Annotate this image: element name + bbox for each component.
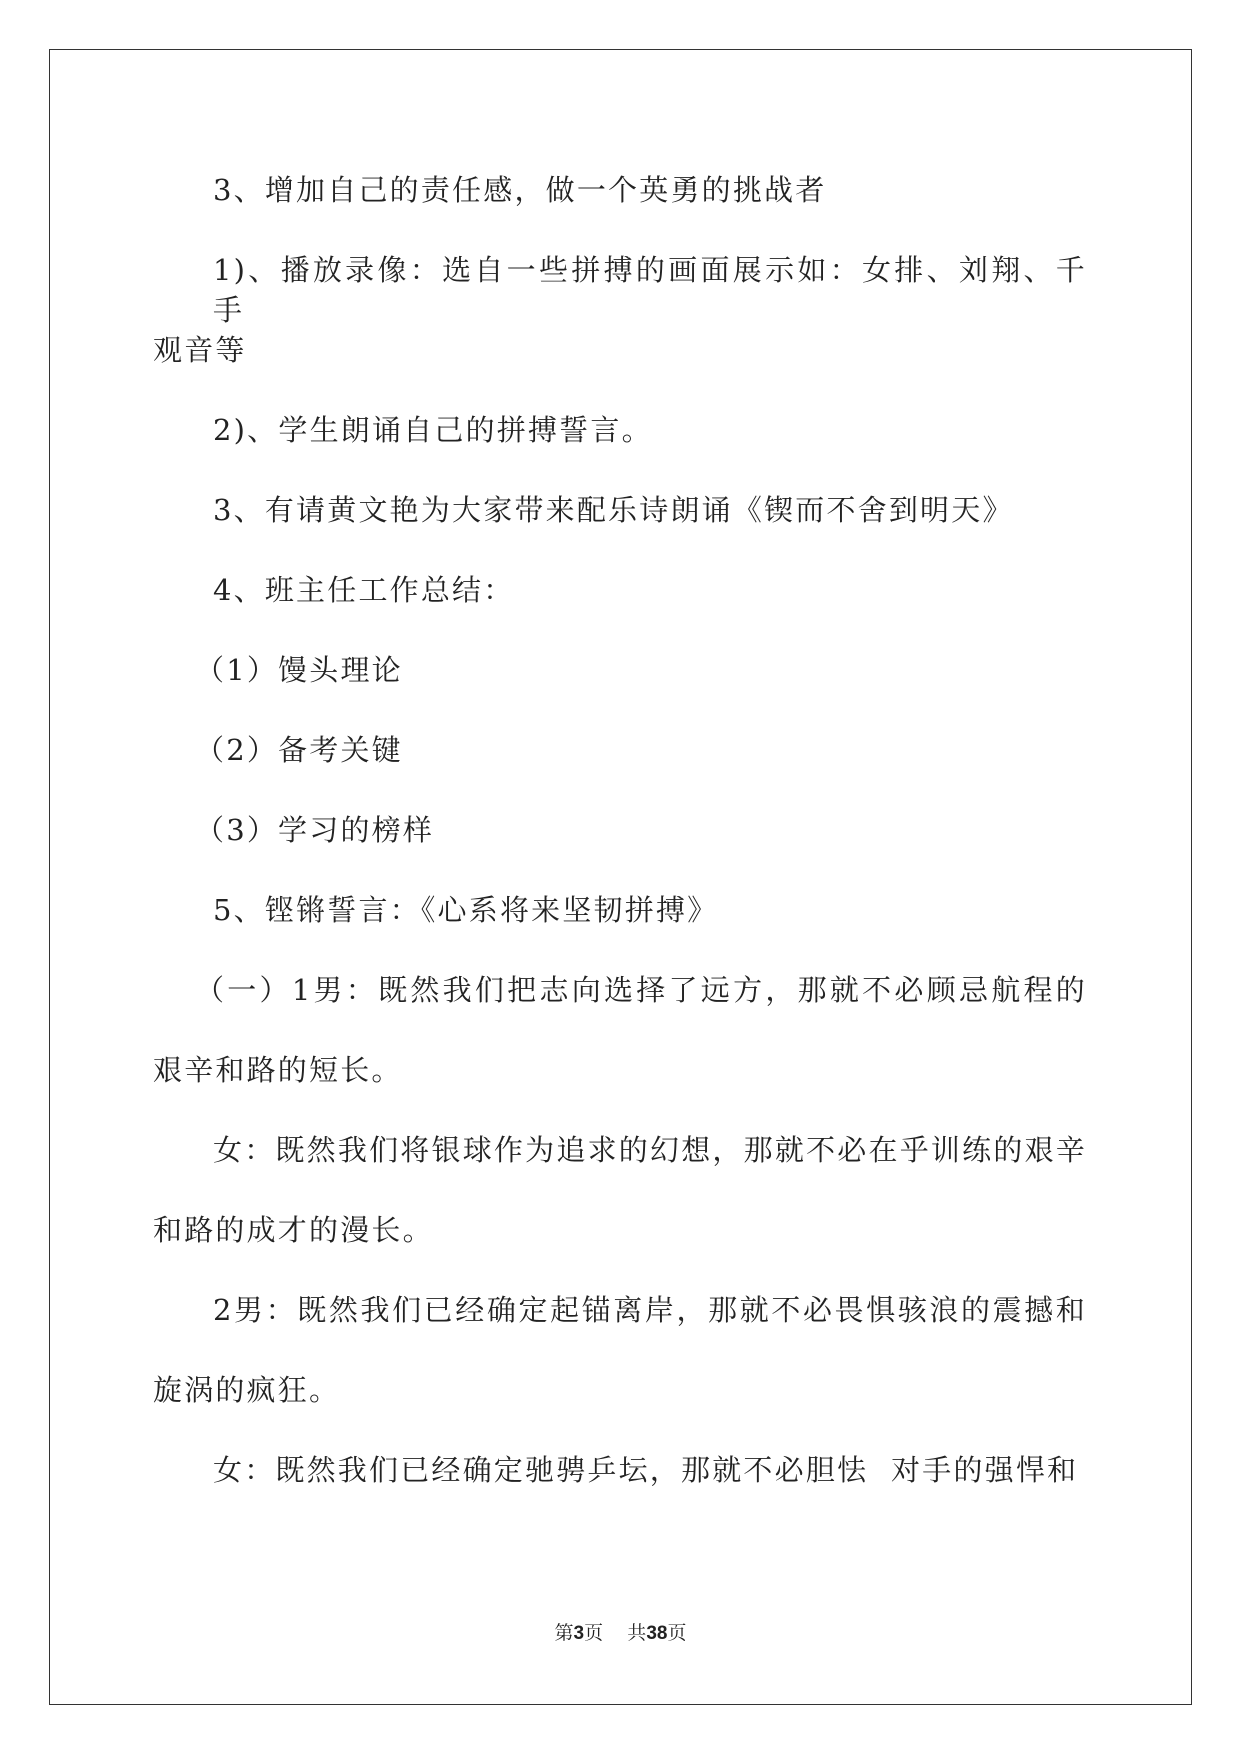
paragraph-line: 4、班主任工作总结：: [213, 573, 515, 607]
paragraph-line: 2男：既然我们已经确定起锚离岸，那就不必畏惧骇浪的震撼和: [213, 1293, 1087, 1327]
paragraph-line: 3、有请黄文艳为大家带来配乐诗朗诵《锲而不舍到明天》: [213, 493, 1014, 527]
paragraph-line: 女：既然我们已经确定驰骋乒坛，那就不必胆怯 对手的强悍和: [213, 1453, 1079, 1487]
paragraph-line: 3、增加自己的责任感，做一个英勇的挑战者: [213, 173, 827, 207]
total-page-count: 38: [646, 1623, 668, 1644]
footer-total-prefix: 共: [627, 1622, 647, 1644]
paragraph-line: （3）学习的榜样: [195, 813, 435, 847]
paragraph-line: 艰辛和路的短长。: [153, 1053, 403, 1087]
paragraph-line: 5、铿锵誓言：《心系将来坚韧拼搏》: [213, 893, 719, 927]
current-page-number: 3: [573, 1623, 585, 1644]
footer-total-suffix: 页: [667, 1622, 687, 1644]
paragraph-line: （2）备考关键: [195, 733, 403, 767]
paragraph-line: 1)、播放录像：选自一些拼搏的画面展示如：女排、刘翔、千手: [213, 253, 1087, 327]
footer-prefix: 第: [554, 1622, 574, 1644]
page-footer: [0, 1621, 1241, 1646]
footer-page-suffix: 页: [584, 1622, 604, 1644]
paragraph-line: 和路的成才的漫长。: [153, 1213, 434, 1247]
paragraph-line: 观音等: [153, 333, 247, 367]
paragraph-line: （1）馒头理论: [195, 653, 403, 687]
paragraph-line: 2)、学生朗诵自己的拼搏誓言。: [213, 413, 653, 447]
paragraph-line: （一）1男：既然我们把志向选择了远方，那就不必顾忌航程的: [195, 973, 1087, 1007]
paragraph-line: 女：既然我们将银球作为追求的幻想，那就不必在乎训练的艰辛: [213, 1133, 1087, 1167]
paragraph-line: 旋涡的疯狂。: [153, 1373, 341, 1407]
